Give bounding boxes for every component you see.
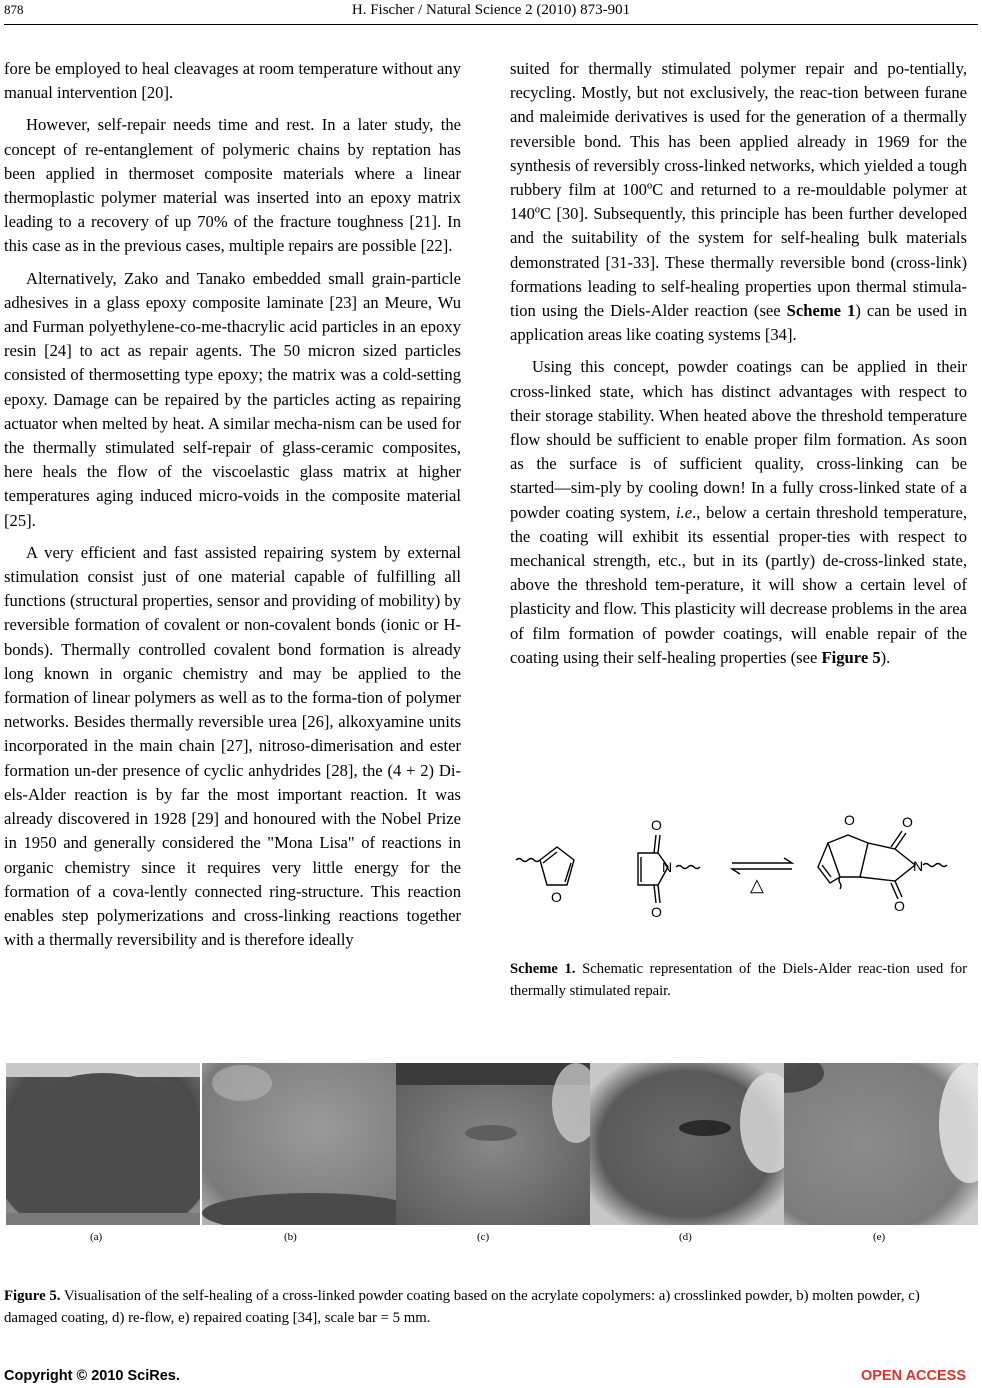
adduct-imide-ring — [860, 843, 915, 881]
paragraph — [510, 355, 967, 670]
micrograph-image — [6, 1063, 200, 1225]
caption-text: Visualisation of the self-healing of a cross-linked powder coating based on the acrylate copolymers: a) crosslinked powder, b) molten powder, c) damaged coating, d) re-flow, e) repaired coating [34], scale bar = 5 mm. — [4, 1288, 920, 1326]
panel-label-c: (c) — [477, 1231, 490, 1243]
caption-text: Schematic representation of the Diels-Alder reac-tion used for thermally stimulated repair. — [510, 961, 967, 999]
text-run: suited for thermally stimulated polymer repair and po-tentially, recycling. Mostly, but not exclusively, the reac-tion between furane and maleimide derivatives is used for the generation of a thermally reversible bond. This has been applied already in 1969 for the synthesis of reversibly cross-linked networks, which yielded a tough rubbery film at 100ºC and returned to a re-mouldable polymer at 140ºC [30]. Subsequently, this principle has been further developed and the suitability of the system for self-healing bulk materials demonstrated [31-33]. These thermally reversible bond (cross-link) formations leading to self-healing properties upon thermal stimula-tion using the Diels-Alder reaction (see — [510, 59, 967, 321]
paragraph — [510, 57, 967, 347]
carbonyl-bond — [654, 885, 660, 903]
figure-5-panels — [6, 1063, 976, 1225]
micrograph-panel-a — [6, 1063, 200, 1225]
furan-double-bond — [543, 852, 557, 863]
text-run: ) can be used in application areas like coating systems [34]. — [510, 301, 968, 345]
right-column — [510, 57, 967, 678]
caption-label: Scheme 1. — [510, 961, 576, 977]
left-column — [4, 57, 461, 960]
forward-arrow — [732, 858, 792, 863]
wavy-bond — [923, 864, 947, 867]
micrograph-panel-e — [784, 1063, 978, 1225]
carbonyl-bond — [891, 881, 902, 899]
paragraph: fore be employed to heal cleavages at room temperature without any manual intervention [20]. — [4, 59, 461, 103]
wavy-bond — [516, 859, 540, 862]
figure-reference[interactable]: Figure 5 — [821, 647, 881, 667]
micrograph-image — [590, 1063, 784, 1225]
wavy-bond — [839, 877, 841, 889]
figure-caption — [4, 1285, 974, 1329]
page-number: 878 — [4, 2, 24, 17]
paragraph: However, self-repair needs time and rest. In a later study, the concept of re-entanglement of polymeric chains by reptation has been applied in thermoset composite materials where a linear thermoplastic polymer material was inserted into an epoxy matrix leading to a recovery of up 70% of the fracture toughness [21]. In this case as in the previous cases, multiple repairs are possible [22]. — [4, 115, 461, 256]
atom-label: O — [651, 817, 662, 833]
caption-label: Figure 5. — [4, 1288, 61, 1304]
header-rule — [4, 24, 978, 25]
scheme-diels-alder — [510, 805, 967, 945]
atom-label: O — [844, 812, 855, 828]
micrograph-image — [784, 1063, 978, 1225]
scheme-reference[interactable]: Scheme 1 — [786, 301, 856, 321]
bicyclic-alkene — [818, 843, 840, 883]
micrograph-image — [202, 1063, 396, 1225]
micrograph-panel-c — [396, 1063, 590, 1225]
scheme-caption — [510, 958, 967, 1002]
wavy-bond — [676, 866, 700, 869]
reaction-scheme-drawing — [510, 805, 967, 945]
micrograph-image — [396, 1063, 590, 1225]
atom-label: O — [894, 898, 905, 914]
micrograph-panel-d — [590, 1063, 784, 1225]
text-run: Using this concept, powder coatings can be applied in their cross-linked state, which has distinct advantages with respect to their storage stability. When heated above the threshold temperature flow should be sufficient to enable proper film formation. As soon as the surface is of sufficient quality, cross-linking can be started―sim-ply by cooling down! In a fully cross-linked state of a powder coating system, — [510, 357, 967, 522]
paragraph: Alternatively, Zako and Tanako embedded small grain-particle adhesives in a glass epoxy composite laminate [23] an Meure, Wu and Furman polyethylene-co-me-thacrylic acid particles in an epoxy resin [24] to act as repair agents. The 50 micron sized particles consisted of thermosetting type epoxy; the matrix was a cold-setting epoxy. Damage can be repaired by the particles acting as repairing actuator when melted by heat. A similar mecha-nism can be used for the thermally stimulated self-repair of glass-ceramic composites, here heals the flow of the viscoelastic glass matrix at higher temperatures aging induced micro-voids in the composite material [25]. — [4, 268, 461, 530]
text-run: ., below a certain threshold temperature, the coating will exhibit its essential proper-ties with respect to mechanical strength, etc., but in its (partly) de-cross-linked state, above the threshold tem-perature, it will show a certain level of plasticity and flow. This plasticity will decrease problems in the area of film formation of powder coatings, will enable repair of the coating using their self-healing properties (see — [510, 502, 968, 667]
bicyclic-frame — [828, 835, 868, 877]
heat-symbol: △ — [750, 875, 764, 895]
atom-label: N — [662, 859, 673, 875]
panel-label-a: (a) — [90, 1231, 103, 1243]
open-access-label: OPEN ACCESS — [860, 1368, 966, 1384]
panel-label-e: (e) — [873, 1231, 886, 1243]
text-run: ). — [880, 647, 891, 667]
running-title: H. Fischer / Natural Science 2 (2010) 873-901 — [351, 2, 631, 18]
atom-label: O — [902, 814, 913, 830]
paragraph: A very efficient and fast assisted repairing system by external stimulation consist just of one material capable of fulfilling all functions (structural properties, sensor and providing of mobility) by reversible formation of covalent or non-covalent bonds (ionic or H-bonds). Thermally controlled covalent bond formation is already long known in organic chemistry and may be applied to the formation of linear polymers as well as to the forma-tion of polymer networks. Besides thermally reversible urea [26], alkoxyamine units incorporated in the main chain [27], nitroso-dimerisation and ester formation un-der presence of cyclic anhydrides [28], the (4 + 2) Di-els-Alder reaction is by far the most important reaction. It was already discovered in 1928 [29] and honoured with the Nobel Prize in 1950 and generally considered the "Mona Lisa" of reactions in organic chemistry since it requires very little energy for the formation of a cova-lently connected ring-structure. This reaction enables step polymerizations and cross-linking reactions together with a thermally reversibility and is therefore ideally — [4, 542, 461, 950]
panel-label-b: (b) — [284, 1231, 297, 1243]
atom-label: N — [913, 858, 924, 874]
micrograph-panel-b — [202, 1063, 396, 1225]
atom-label: O — [651, 904, 662, 920]
atom-label: O — [551, 889, 562, 905]
carbonyl-bond — [654, 835, 660, 853]
carbonyl-bond — [891, 831, 906, 849]
panel-label-d: (d) — [679, 1231, 692, 1243]
reverse-arrow — [732, 869, 792, 874]
copyright-notice: Copyright © 2010 SciRes. — [4, 1368, 180, 1384]
italic-abbrev: i.e — [675, 502, 693, 522]
